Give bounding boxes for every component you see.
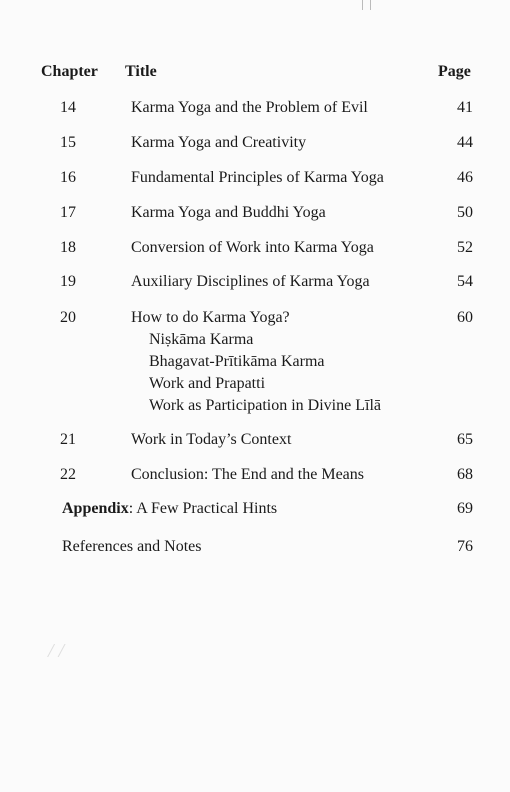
chapter-number: 14 bbox=[60, 99, 76, 116]
chapter-title: Conversion of Work into Karma Yoga bbox=[131, 239, 374, 256]
chapter-title: Karma Yoga and Buddhi Yoga bbox=[131, 204, 326, 221]
subsection-title: Niṣkāma Karma bbox=[149, 331, 254, 348]
chapter-number: 20 bbox=[60, 309, 76, 326]
chapter-title: Work in Today’s Context bbox=[131, 431, 292, 448]
page-number: 52 bbox=[457, 239, 473, 256]
subsection-title: Work and Prapatti bbox=[149, 375, 266, 392]
chapter-title: Auxiliary Disciplines of Karma Yoga bbox=[131, 273, 370, 290]
column-header-chapter: Chapter bbox=[41, 63, 98, 80]
chapter-number: 22 bbox=[60, 466, 76, 483]
page-number: 60 bbox=[457, 309, 473, 326]
page-number: 54 bbox=[457, 273, 473, 290]
appendix-title bbox=[62, 498, 277, 520]
chapter-number: 16 bbox=[60, 169, 76, 186]
chapter-title: Karma Yoga and the Problem of Evil bbox=[131, 99, 368, 116]
subsection-title: Work as Participation in Divine Līlā bbox=[149, 397, 381, 414]
chapter-title: Conclusion: The End and the Means bbox=[131, 466, 364, 483]
page-number: 41 bbox=[457, 99, 473, 116]
page-number: 46 bbox=[457, 169, 473, 186]
page-number: 68 bbox=[457, 466, 473, 483]
chapter-number: 17 bbox=[60, 204, 76, 221]
page-smudge: / / bbox=[48, 640, 65, 662]
chapter-number: 18 bbox=[60, 239, 76, 256]
column-header-title: Title bbox=[125, 63, 157, 80]
page-number: 69 bbox=[457, 500, 473, 517]
page-number: 65 bbox=[457, 431, 473, 448]
subsection-list bbox=[149, 329, 381, 417]
subsection-title: Bhagavat-Prītikāma Karma bbox=[149, 353, 325, 370]
chapter-number: 19 bbox=[60, 273, 76, 290]
column-header-page: Page bbox=[438, 63, 471, 80]
page-number: 76 bbox=[457, 538, 473, 555]
page-number: 50 bbox=[457, 204, 473, 221]
chapter-title: Fundamental Principles of Karma Yoga bbox=[131, 169, 384, 186]
chapter-number: 21 bbox=[60, 431, 76, 448]
appendix-label: Appendix bbox=[62, 500, 129, 517]
chapter-title: How to do Karma Yoga? bbox=[131, 309, 290, 326]
references-title: References and Notes bbox=[62, 538, 202, 555]
scan-mark bbox=[362, 0, 363, 10]
appendix-subtitle: : A Few Practical Hints bbox=[128, 500, 278, 517]
page-number: 44 bbox=[457, 134, 473, 151]
chapter-number: 15 bbox=[60, 134, 76, 151]
chapter-title: Karma Yoga and Creativity bbox=[131, 134, 307, 151]
scan-mark bbox=[370, 0, 371, 10]
